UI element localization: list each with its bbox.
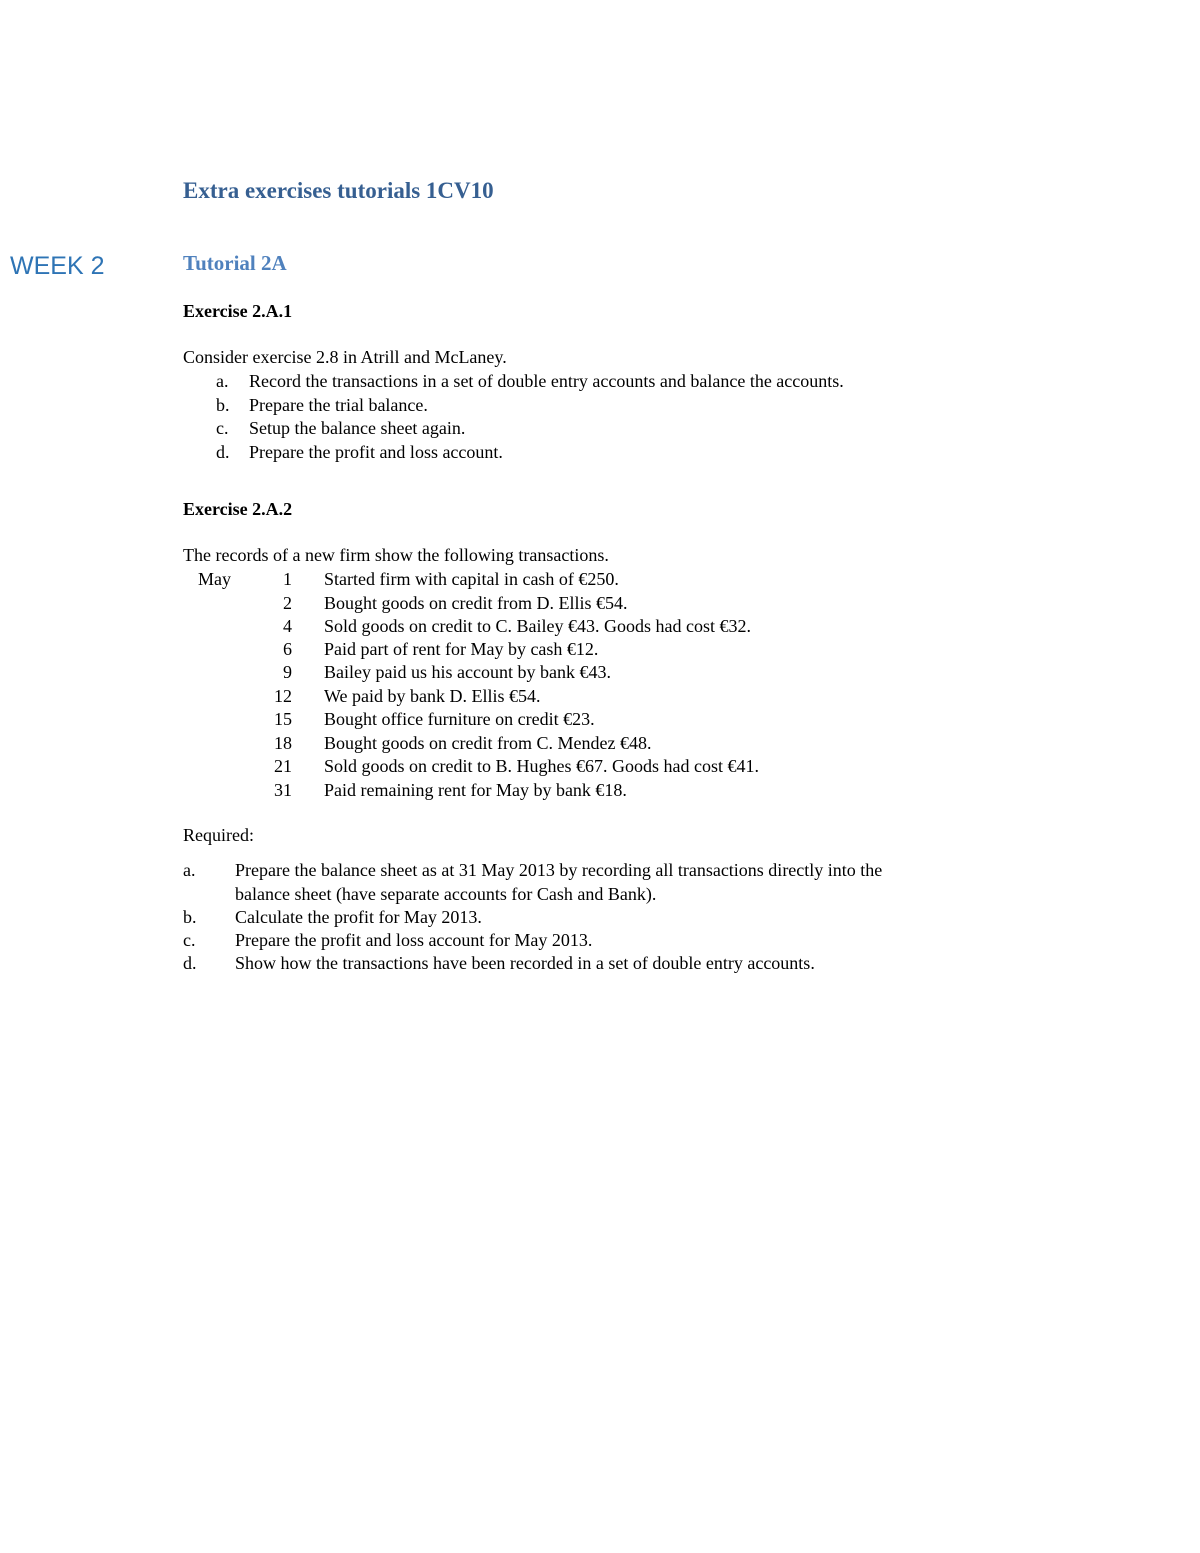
list-marker: d. — [216, 442, 230, 462]
list-marker: d. — [183, 953, 197, 973]
transaction-text: Started firm with capital in cash of €250. — [324, 569, 619, 589]
required-label: Required: — [183, 825, 254, 845]
list-marker: c. — [183, 930, 196, 950]
transaction-day: 6 — [283, 639, 292, 659]
transaction-text: Bought office furniture on credit €23. — [324, 709, 595, 729]
transaction-day: 4 — [283, 616, 292, 636]
list-marker: b. — [216, 395, 230, 415]
transaction-text: Bought goods on credit from D. Ellis €54. — [324, 593, 628, 613]
transaction-text: Paid part of rent for May by cash €12. — [324, 639, 599, 659]
document-title: Extra exercises tutorials 1CV10 — [183, 178, 494, 203]
list-text: Prepare the balance sheet as at 31 May 2013 by recording all transactions directly into the — [235, 860, 883, 880]
transaction-day: 9 — [283, 662, 292, 682]
transaction-day: 15 — [274, 709, 292, 729]
list-marker: b. — [183, 907, 197, 927]
list-text: Record the transactions in a set of double entry accounts and balance the accounts. — [249, 371, 844, 391]
exercise-1-intro: Consider exercise 2.8 in Atrill and McLaney. — [183, 347, 507, 367]
exercise-2-heading: Exercise 2.A.2 — [183, 499, 293, 519]
list-marker: a. — [183, 860, 196, 880]
tutorial-heading: Tutorial 2A — [183, 251, 287, 275]
transaction-text: Bailey paid us his account by bank €43. — [324, 662, 611, 682]
transaction-text: Bought goods on credit from C. Mendez €48. — [324, 733, 652, 753]
list-text: Prepare the profit and loss account for May 2013. — [235, 930, 593, 950]
transaction-text: We paid by bank D. Ellis €54. — [324, 686, 541, 706]
list-marker: c. — [216, 418, 229, 438]
list-text: Show how the transactions have been recorded in a set of double entry accounts. — [235, 953, 815, 973]
transaction-day: 2 — [283, 593, 292, 613]
transaction-text: Sold goods on credit to C. Bailey €43. Goods had cost €32. — [324, 616, 751, 636]
transaction-text: Sold goods on credit to B. Hughes €67. Goods had cost €41. — [324, 756, 759, 776]
list-text: Prepare the trial balance. — [249, 395, 428, 415]
list-marker: a. — [216, 371, 229, 391]
transaction-day: 12 — [274, 686, 292, 706]
month-label: May — [198, 569, 231, 589]
transaction-day: 31 — [274, 780, 292, 800]
exercise-1-heading: Exercise 2.A.1 — [183, 301, 293, 321]
list-text: Calculate the profit for May 2013. — [235, 907, 482, 927]
transaction-text: Paid remaining rent for May by bank €18. — [324, 780, 627, 800]
week-label: WEEK 2 — [10, 252, 105, 280]
exercise-2-intro: The records of a new firm show the following transactions. — [183, 545, 609, 565]
list-text-continued: balance sheet (have separate accounts for Cash and Bank). — [235, 884, 657, 904]
transaction-day: 18 — [274, 733, 292, 753]
list-text: Prepare the profit and loss account. — [249, 442, 503, 462]
transaction-day: 21 — [274, 756, 292, 776]
list-text: Setup the balance sheet again. — [249, 418, 466, 438]
transaction-day: 1 — [283, 569, 292, 589]
